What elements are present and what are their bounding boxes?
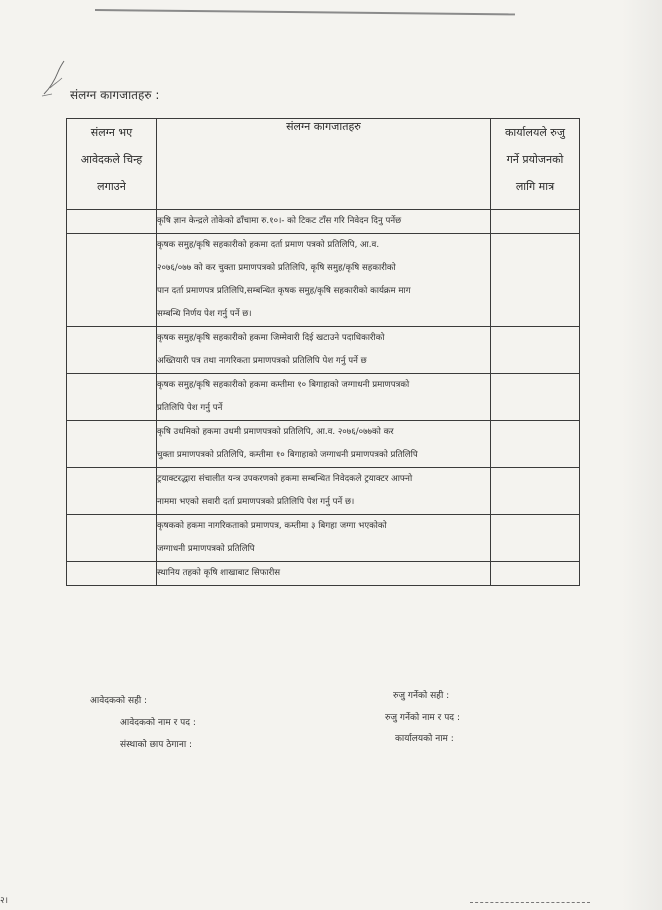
table-row <box>67 421 580 468</box>
document-description <box>157 210 491 234</box>
description-line: पान दर्ता प्रमाणपत्र प्रतिलिपि,सम्बन्धित कृषक समुह/कृषि सहकारीको कार्यक्रम माग <box>157 286 411 296</box>
description-line: २०७६/०७७ को कर चुक्ता प्रमाणपत्रको प्रतिलिपि, कृषि समुह/कृषि सहकारीको <box>157 263 396 273</box>
org-stamp-address-label: संस्थाको छाप ठेगाना : <box>120 740 193 750</box>
documents-table <box>66 118 580 586</box>
applicant-signature-label: आवेदकको सही : <box>90 696 148 706</box>
description-line: कृषक समुह/कृषि सहकारीको हकमा जिम्मेवारी दिई खटाउने पदाधिकारीको <box>157 333 385 343</box>
applicant-checkbox-cell[interactable] <box>67 234 157 327</box>
description-line: कृषक समुह/कृषि सहकारीको हकमा कम्तीमा १० बिगाहाको जग्गाधनी प्रमाणपत्रको <box>157 380 410 390</box>
description-line: नाममा भएको सवारी दर्ता प्रमाणपत्रको प्रतिलिपि पेश गर्नु पर्ने छ। <box>157 497 355 507</box>
document-description <box>157 468 491 515</box>
header-documents: संलग्न कागजातहरु <box>157 119 491 210</box>
applicant-checkbox-cell[interactable] <box>67 374 157 421</box>
table-row <box>67 515 580 562</box>
description-line: कृषक समुह/कृषि सहकारीको हकमा दर्ता प्रमाण पत्रको प्रतिलिपि, आ.व. <box>157 240 380 250</box>
bottom-edge-marks <box>470 902 590 907</box>
description-line: कृषि ज्ञान केन्द्रले तोकेको ढाँचामा रु.१०।- को टिकट टाँस गरि निवेदन दिनु पर्नेछ <box>157 216 402 226</box>
office-verify-cell[interactable] <box>491 374 580 421</box>
applicant-checkbox-cell[interactable] <box>67 210 157 234</box>
office-verify-cell[interactable] <box>491 421 580 468</box>
office-verify-cell[interactable] <box>491 234 580 327</box>
applicant-checkbox-cell[interactable] <box>67 468 157 515</box>
document-description <box>157 515 491 562</box>
table-header-row <box>67 119 580 210</box>
table-row <box>67 468 580 515</box>
document-description <box>157 327 491 374</box>
pen-scribble-mark <box>40 58 70 98</box>
verifier-signature-label: रुजु गर्नेको सही : <box>393 691 450 701</box>
office-verify-cell[interactable] <box>491 468 580 515</box>
page-shadow <box>622 0 662 910</box>
applicant-checkbox-cell[interactable] <box>67 515 157 562</box>
description-line: अख्तियारी पत्र तथा नागरिकता प्रमाणपत्रको प्रतिलिपि पेश गर्नु पर्ने छ <box>157 356 367 366</box>
office-name-label: कार्यालयको नाम : <box>395 734 454 744</box>
description-line: जग्गाधनी प्रमाणपत्रको प्रतिलिपि <box>157 544 255 554</box>
corner-mark: २। <box>0 896 9 906</box>
attached-documents-heading: संलग्न कागजातहरु : <box>70 88 160 102</box>
office-verify-cell[interactable] <box>491 515 580 562</box>
document-description <box>157 421 491 468</box>
applicant-name-label: आवेदकको नाम र पद : <box>120 718 196 728</box>
table-row <box>67 234 580 327</box>
table-row <box>67 327 580 374</box>
page-top-edge <box>95 9 515 15</box>
office-verify-cell[interactable] <box>491 210 580 234</box>
verifier-name-label: रुजु गर्नेको नाम र पद : <box>385 713 460 723</box>
description-line: चुक्ता प्रमाणपत्रको प्रतिलिपि, कम्तीमा १० बिगाहाको जग्गाधनी प्रमाणपत्रको प्रतिलिपि <box>157 450 418 460</box>
applicant-checkbox-cell[interactable] <box>67 562 157 586</box>
header-applicant-mark: संलग्न भए आवेदकले चिन्ह लगाउने <box>67 119 157 210</box>
header-office-verify: कार्यालयले रुजु गर्ने प्रयोजनको लागि मात्र <box>491 119 580 210</box>
office-verify-cell[interactable] <box>491 562 580 586</box>
applicant-checkbox-cell[interactable] <box>67 327 157 374</box>
document-description <box>157 234 491 327</box>
description-line: कृषि उधमिको हकमा उधमी प्रमाणपत्रको प्रतिलिपि, आ.व. २०७६/०७७को कर <box>157 427 394 437</box>
description-line: सम्बन्धि निर्णय पेश गर्नु पर्ने छ। <box>157 309 252 319</box>
table-row <box>67 210 580 234</box>
description-line: स्थानिय तहको कृषि शाखाबाट सिफारीस <box>157 568 281 578</box>
table-row <box>67 562 580 586</box>
document-description <box>157 562 491 586</box>
office-verify-cell[interactable] <box>491 327 580 374</box>
description-line: ट्रयाक्टरद्धारा संचालीत यन्त्र उपकरणको हकमा सम्बन्धित निवेदकले ट्रयाक्टर आफ्नो <box>157 474 413 484</box>
description-line: प्रतिलिपि पेश गर्नु पर्ने <box>157 403 223 413</box>
document-description <box>157 374 491 421</box>
description-line: कृषकको हकमा नागरिकताको प्रमाणपत्र, कम्तीमा ३ बिगहा जग्गा भएकोको <box>157 521 387 531</box>
table-row <box>67 374 580 421</box>
applicant-checkbox-cell[interactable] <box>67 421 157 468</box>
